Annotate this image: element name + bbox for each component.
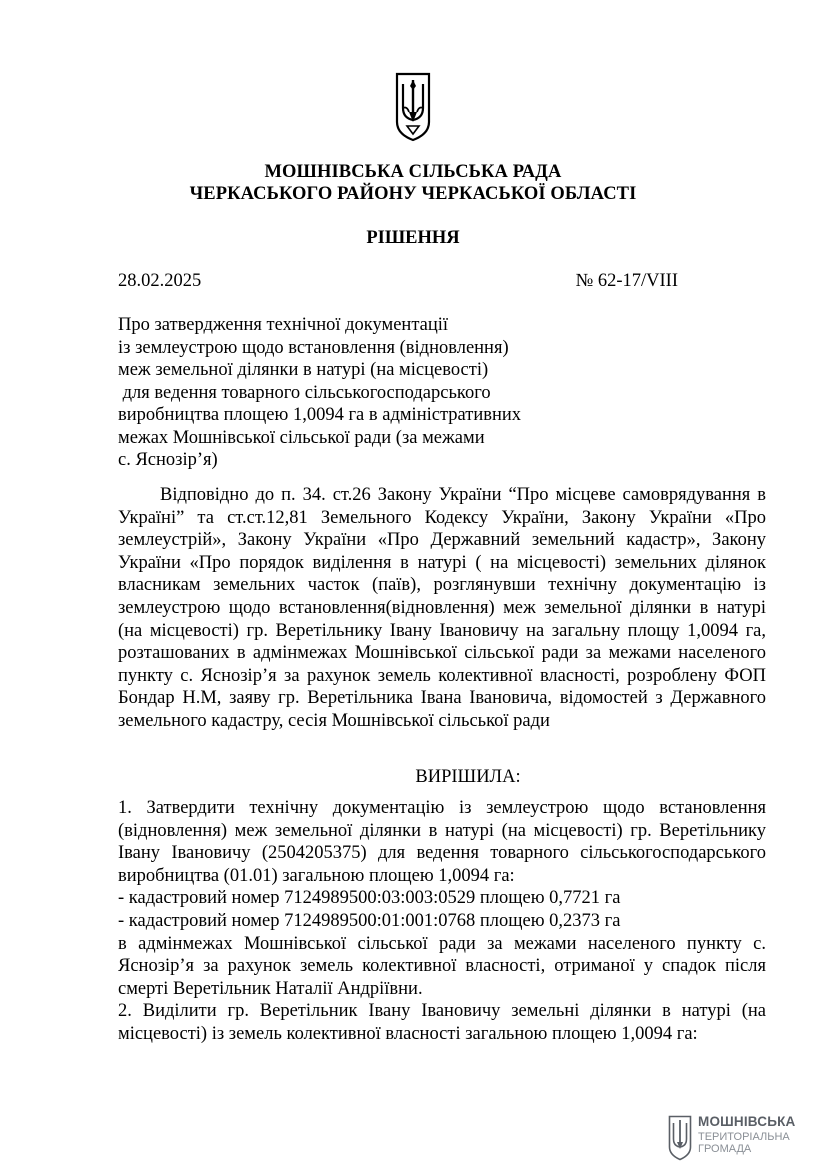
trident-coat-of-arms-icon <box>395 72 431 142</box>
subject-line: Про затвердження технічної документації <box>118 315 449 335</box>
subject-line: із землеустрою щодо встановлення (відновлення) <box>118 337 509 358</box>
resolution-item-2: 2. Виділити гр. Веретільник Івану Івановичу земельні ділянки в натурі (на місцевості) із земель колективної власності загальною площею 1,0094 га: <box>118 1001 766 1044</box>
decision-date: 28.02.2025 <box>118 271 202 291</box>
community-logo <box>668 1112 808 1162</box>
resolution-item-1: 1. Затвердити технічну документацію із землеустрою щодо встановлення (відновлення) меж земельної ділянки в натурі (на місцевості) гр. Веретільнику Івану Івановичу (2504205375) для ведення товарного сільськогосподарського виробництва (01.01) загальною площею 1,0094 га: <box>118 798 766 886</box>
resolution-item-1-continuation: в адмінмежах Мошнівської сільської ради за межами населеного пункту с. Яснозір’я за рахунок земель колективної власності, отриманої у спадок після смерті Веретільник Наталії Андріївни. <box>118 933 766 999</box>
preamble-paragraph: Відповідно до п. 34. ст.26 Закону України “Про місцеве самоврядування в Україні” та ст.ст.12,81 Земельного Кодексу України, Закону України «Про землеустрій», Закону України «Про Державний земельний кадастр», Закону України «Про порядок виділення в натурі ( на місцевості) земельних ділянок власникам земельних часток (паїв), розглянувши технічну документацію із землеустрою щодо встановлення(відновлення) меж земельної ділянки в натурі (на місцевості) гр. Веретільнику Івану Івановичу на загальну площу 1,0094 га, розташованих в адмінмежах Мошнівської сільської ради за межами населеного пункту с. Яснозір’я за рахунок земель колективної власності, розроблену ФОП Бондар Н.М, заяву гр. Веретільника Івана Івановича, відомостей з Державного земельного кадастру, сесія Мошнівської сільської ради <box>118 485 766 731</box>
council-name-line1: МОШНІВСЬКА СІЛЬСЬКА РАДА <box>264 162 562 182</box>
cadastral-number-line: - кадастровий номер 7124989500:03:003:0529 площею 0,7721 га <box>118 888 621 909</box>
subject-line: для ведення товарного сільськогосподарського <box>118 382 491 403</box>
logo-name: МОШНІВСЬКА <box>698 1114 796 1129</box>
subject-line: с. Яснозір’я) <box>118 450 218 470</box>
logo-subtitle: ГРОМАДА <box>698 1143 752 1155</box>
subject-line: меж земельної ділянки в натурі (на місцевості) <box>118 360 489 380</box>
council-name-line2: ЧЕРКАСЬКОГО РАЙОНУ ЧЕРКАСЬКОЇ ОБЛАСТІ <box>189 184 637 204</box>
logo-subtitle: ТЕРИТОРІАЛЬНА <box>698 1131 790 1143</box>
resolution-items <box>118 797 766 1046</box>
decision-subject <box>118 314 578 472</box>
resolved-heading: ВИРІШИЛА: <box>415 767 521 787</box>
decision-number: № 62-17/VIII <box>575 271 678 291</box>
trident-logo-icon <box>668 1115 692 1161</box>
subject-line: межах Мошнівської сільської ради (за межами <box>118 427 485 448</box>
subject-line: виробництва площею 1,0094 га в адміністративних <box>118 405 522 425</box>
document-type-title: РІШЕННЯ <box>366 228 460 248</box>
cadastral-number-line: - кадастровий номер 7124989500:01:001:0768 площею 0,2373 га <box>118 910 621 931</box>
